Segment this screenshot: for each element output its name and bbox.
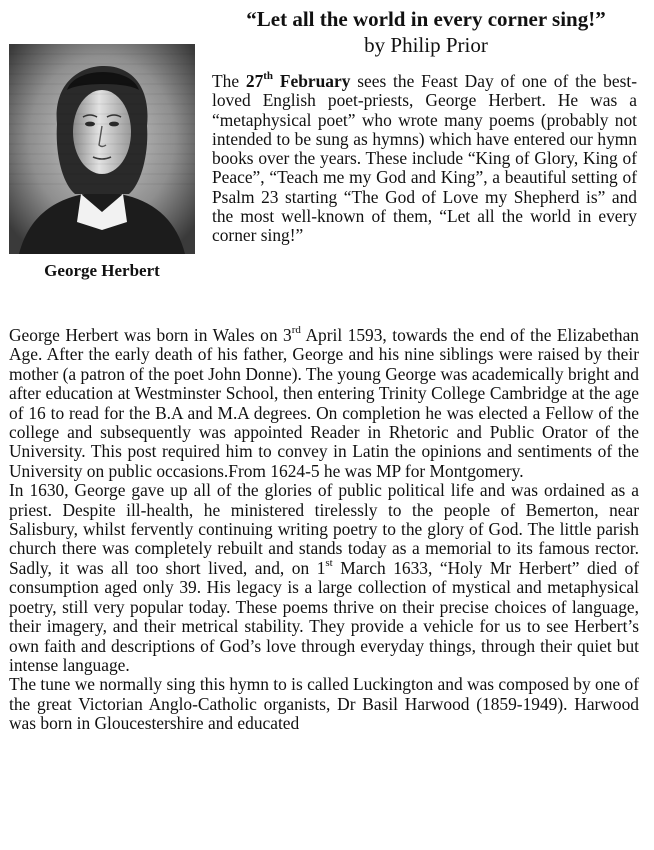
- body-p2-start: In 1630, George gave up all of the glories of public political life and was ordained as a priest. Despite ill-health, he ministered tirelessly to the people of Bemerton, near Salisbury, whilst fervently continuing writing poetry to the glory of God. The little parish church there was completely rebuilt and stands today as a memorial to its famous rector. Sadly, it was all too short lived, and, on 1: [9, 480, 639, 578]
- intro-paragraph: [212, 72, 637, 246]
- intro-text-rest: sees the Feast Day of one of the best-loved English poet-priests, George Herbert. He was a “metaphysical poet” who wrote many poems (probably not intended to be sung as hymns) which have entered our hymn books over the years. These include “King of Glory, King of Peace”, “Teach me my God and King”, a beautiful setting of Psalm 23 starting “The God of Love my Shepherd is” and the most well-known of them, “Let all the world in every corner sing!”: [212, 71, 637, 246]
- body-p1-rest: April 1593, towards the end of the Elizabethan Age. After the early death of his father, George and his nine siblings were raised by their mother (a patron of the poet John Donne). The young George was academically bright and after education at Westminster School, then entering Trinity College Cambridge at the age of 16 to read for the B.A and M.A degrees. On completion he was elected a Fellow of the college and subsequently was appointed Reader in Rhetoric and Public Orator of the University. This post required him to convey in Latin the opinions and sentiments of the University on public occasions.From 1624-5 he was MP for Montgomery.: [9, 325, 639, 481]
- article-title: “Let all the world in every corner sing!”: [246, 7, 606, 31]
- body-paragraph-2: [9, 481, 639, 675]
- article-byline: by Philip Prior: [364, 33, 488, 57]
- body-paragraph-3: The tune we normally sing this hymn to is called Luckington and was composed by one of the great Victorian Anglo-Catholic organists, Dr Basil Harwood (1859-1949). Harwood was born in Gloucestershire and educated: [9, 674, 639, 734]
- portrait-engraving: [9, 44, 195, 254]
- body-p1-start: George Herbert was born in Wales on 3: [9, 325, 292, 345]
- article-body: [9, 326, 639, 734]
- body-p2-suffix: st: [325, 557, 333, 570]
- portrait-caption: George Herbert: [44, 261, 160, 280]
- intro-date-month: February: [273, 71, 351, 91]
- intro-text-start: The: [212, 71, 246, 91]
- body-p2-rest: March 1633, “Holy Mr Herbert” died of consumption aged only 39. His legacy is a large collection of mystical and metaphysical poetry, still very popular today. These poems thrive on their precise choices of language, their imagery, and their metrical stability. They provide a vehicle for us to see Herbert’s own faith and descriptions of God’s love through everyday things, through their quiet but intense language.: [9, 557, 639, 675]
- body-p1-suffix: rd: [291, 324, 301, 337]
- body-paragraph-1: [9, 326, 639, 481]
- intro-date-day: 27: [245, 71, 264, 91]
- intro-date-suffix: th: [263, 70, 274, 83]
